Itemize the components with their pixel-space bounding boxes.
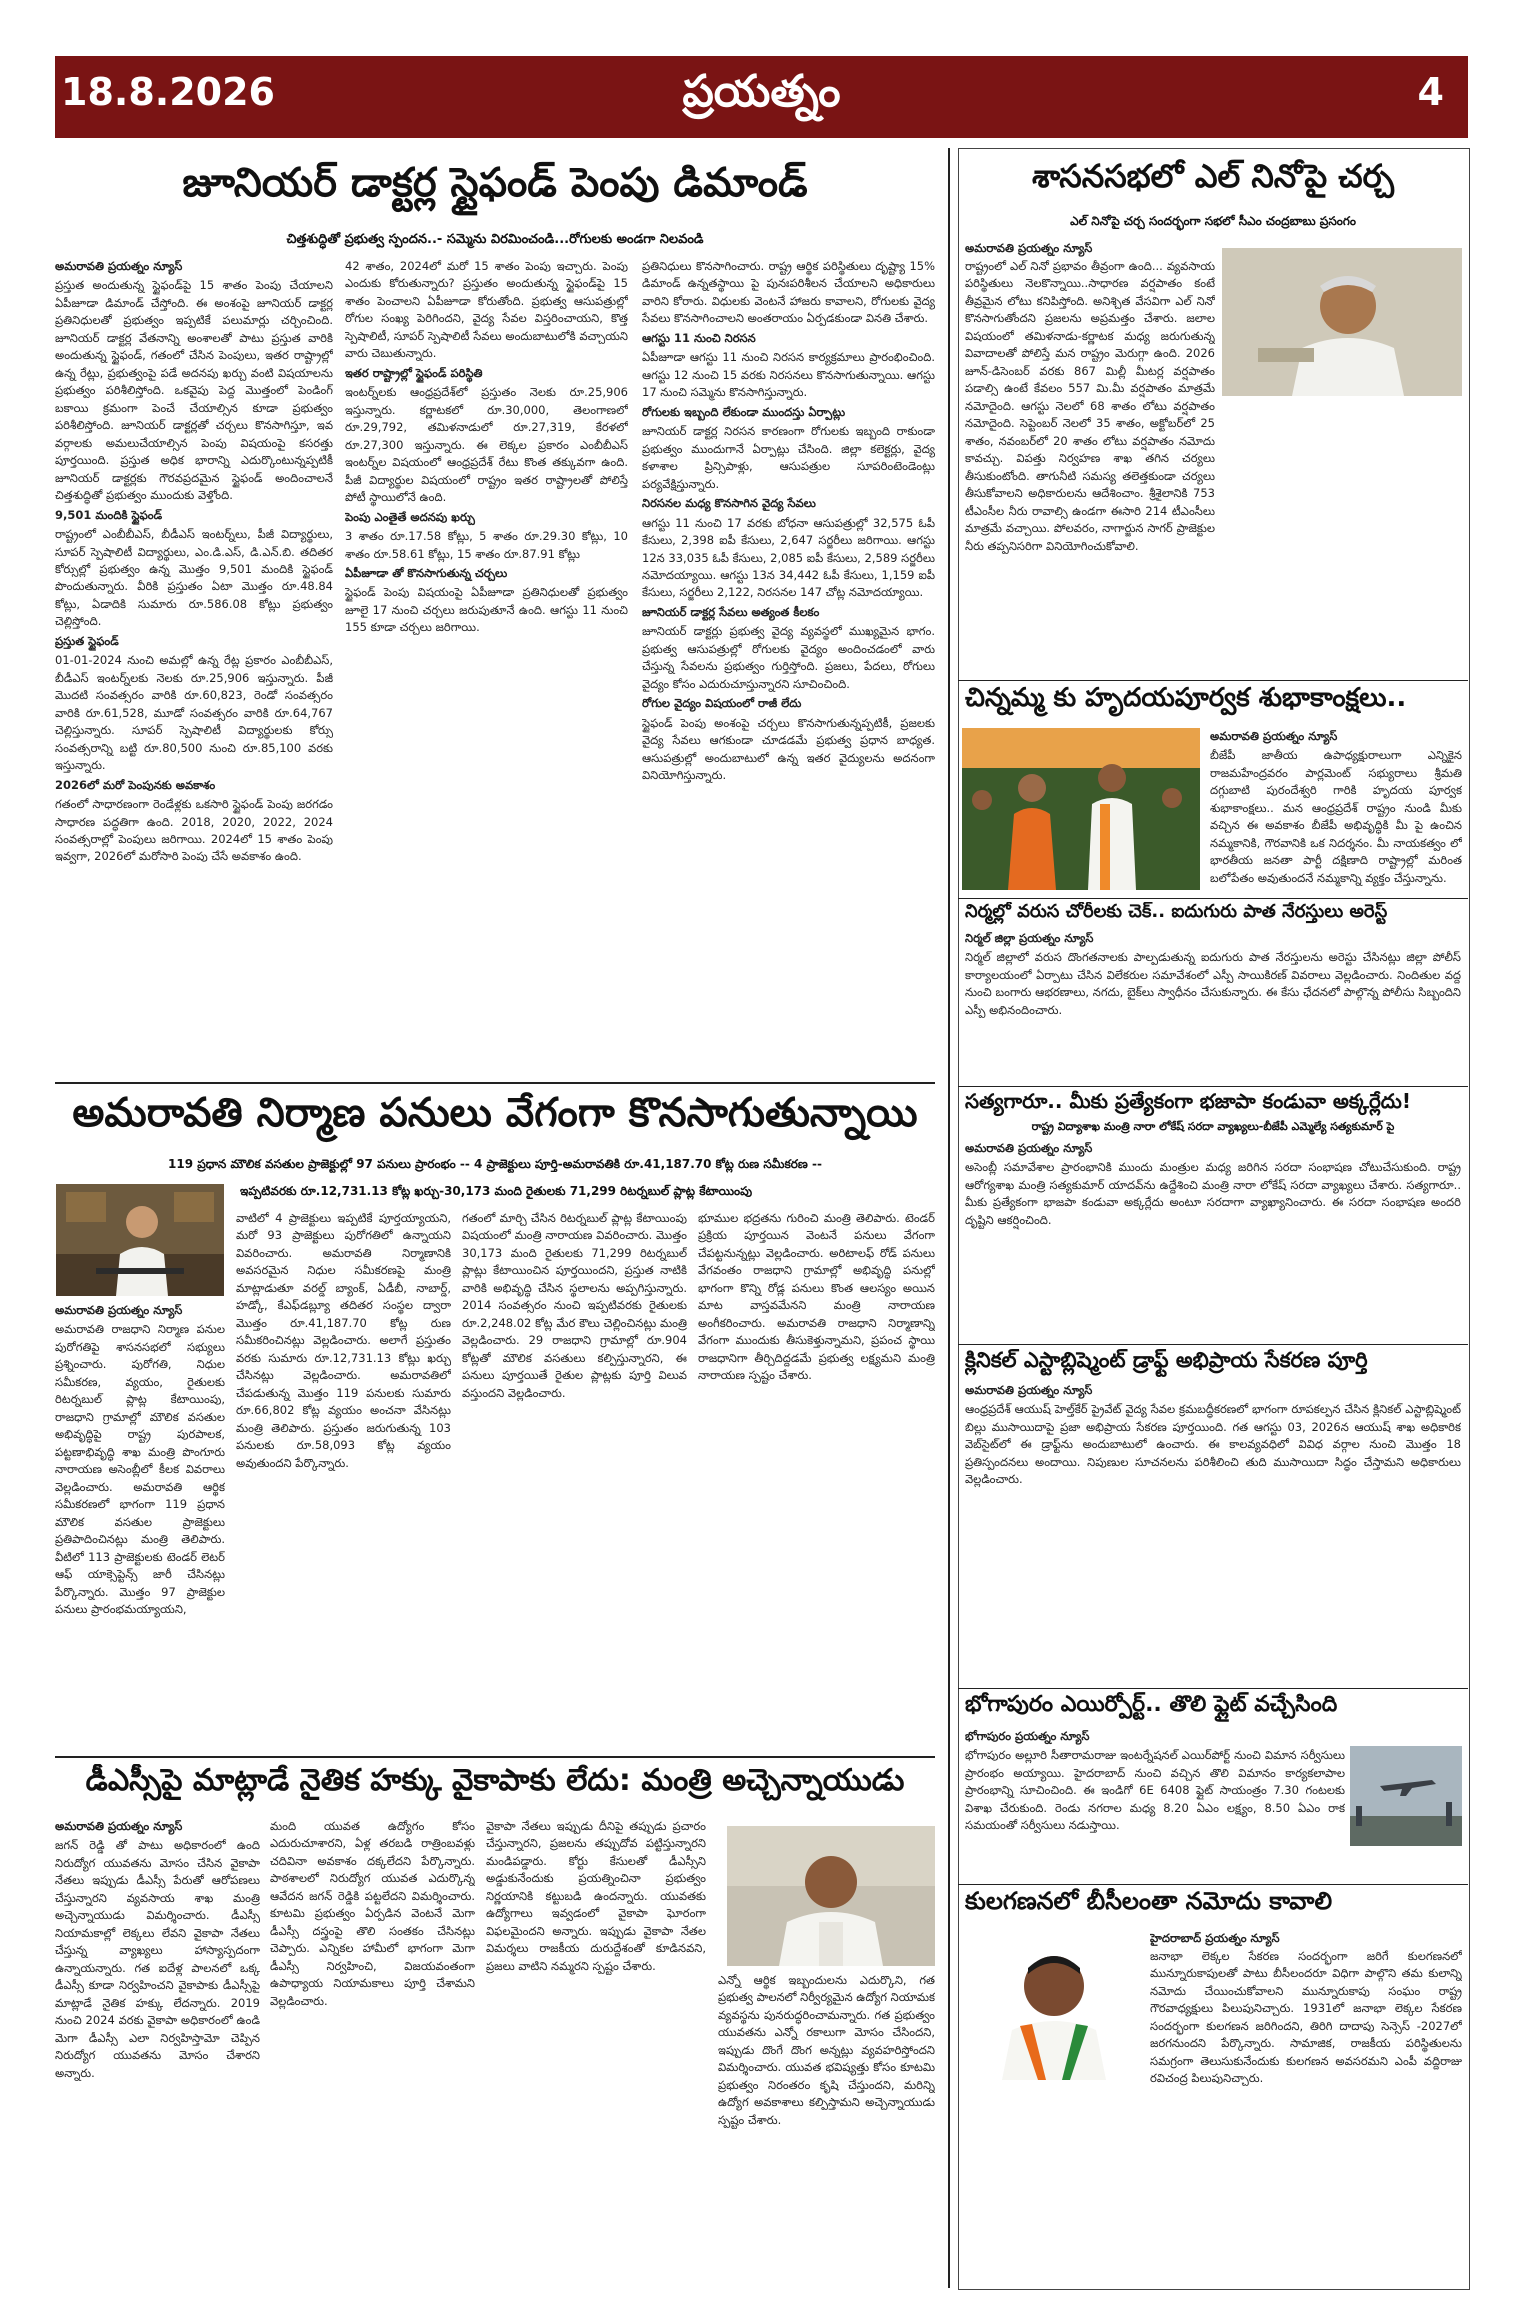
paragraph: 3 శాతం రూ.17.58 కోట్లు, 5 శాతం రూ.29.30 కోట్లు, 10 శాతం రూ.58.61 కోట్లు, 15 శాతం రూ.87.91 కోట్లు [345, 529, 628, 561]
paragraph: నిర్మల్ జిల్లాలో వరుస దొంగతనాలకు పాల్పడుతున్న ఐదుగురు పాత నేరస్తులను అరెస్టు చేసినట్లు జిల్లా పోలీస్ కార్యాలయంలో ఏర్పాటు చేసిన విలేకరుల సమావేశంలో ఎస్పీ సాయికిరణ్ వివరాలు వెల్లడించారు. నిందితుల వద్ద నుంచి బంగారు ఆభరణాలు, నగదు, బైక్‌లు స్వాధీనం చేసుకున్నారు. ఈ కేసు ఛేదనలో పాల్గొన్న పోలీసు సిబ్బందిని ఎస్పీ అభినందించారు. [965, 950, 1461, 1017]
section-heading: రోగులకు ఇబ్బంది లేకుండా ముందస్తు ఏర్పాట్లు [642, 404, 846, 419]
paragraph: ఏపీజూడా ఆగస్టు 11 నుంచి నిరసన కార్యక్రమాలు ప్రారంభించింది. ఆగస్టు 12 నుంచి 15 వరకు నిరసనలు కొనసాగుతున్నాయి. ఆగస్టు 17 నుంచి సమ్మెను కొనసాగిస్తున్నారు. [642, 350, 935, 400]
article-column [55, 258, 333, 1078]
mp-vaddiraju-photo [962, 1930, 1142, 2080]
article-junior-doctors-subheadline [55, 232, 935, 254]
headline: చిన్నమ్మ కు హృదయపూర్వక శుభాకాంక్షలు.. [965, 684, 1407, 713]
paragraph: జూనియర్ డాక్టర్ల నిరసన కారణంగా రోగులకు ఇబ్బంది రాకుండా ప్రభుత్వం ముందుగానే ఏర్పాట్లు చేసింది. జిల్లా కలెక్టర్లు, వైద్య కళాశాల ప్రిన్సిపాళ్లు, ఆసుపత్రుల సూపరింటెండెంట్లు పర్యవేక్షిస్తున్నారు. [642, 424, 935, 491]
article-el-nino-subheadline [965, 214, 1461, 234]
paragraph: గతంలో సాధారణంగా రెండేళ్లకు ఒకసారి స్టైఫండ్ పెంపు జరగడం సాధారణ పద్ధతిగా ఉంది. 2018, 2020, 2022, 2024 సంవత్సరాల్లో పెంపులు జరిగాయి. 2024లో 15 శాతం పెంపు ఇవ్వగా, 2026లో మరోసారి పెంపు చేసే అవకాశం ఉంది. [55, 797, 333, 864]
dateline: అమరావతి ప్రయత్నం న్యూస్ [55, 1303, 183, 1317]
airport-plane-photo [1350, 1746, 1462, 1846]
section-heading: జూనియర్ డాక్టర్ల సేవలు అత్యంత కీలకం [642, 604, 820, 619]
article-column [965, 930, 1461, 1080]
newspaper-name: ప్రయత్నం [682, 66, 841, 117]
divider [958, 1344, 1468, 1345]
subheadline: 119 ప్రధాన మౌలిక వసతుల ప్రాజెక్టుల్లో 97 పనులు ప్రారంభం -- 4 ప్రాజెక్టులు పూర్తి-అమరావతికి రూ.41,187.70 కోట్ల రుణ సమీకరణ -- [168, 1157, 822, 1171]
paragraph: జగన్ రెడ్డి తో పాటు అధికారంలో ఉంది నిరుద్యోగ యువతను మోసం చేసిన వైకాపా నేతలు ఇప్పుడు డీఎస్సీ పేరుతో ఆరోపణలు చేస్తున్నారని వ్యవసాయ శాఖ మంత్రి అచ్చెన్నాయుడు విమర్శించారు. డీఎస్సీ నియామకాల్లో లెక్కలు లేవని వైకాపా నేతలు చేస్తున్న వ్యాఖ్యలు హాస్యాస్పదంగా ఉన్నాయన్నారు. గత ఐదేళ్ల పాలనలో ఒక్క డీఎస్సీ కూడా నిర్వహించని వైకాపాకు డీఎస్సీపై మాట్లాడే నైతిక హక్కు లేదన్నారు. 2019 నుంచి 2024 వరకు వైకాపా అధికారంలో ఉండి మెగా డీఎస్సీ ఎలా నిర్వహిస్తామో చెప్పిన నిరుద్యోగ యువతను మోసం చేశారని అన్నారు. [55, 1838, 260, 2080]
article-bhogapuram-headline [965, 1692, 1461, 1726]
paragraph: స్టైఫండ్ పెంపు విషయంపై ఏపీజూడా ప్రతినిధులతో ప్రభుత్వం జూలై 17 నుంచి చర్చలు జరుపుతూనే ఉంది. ఆగస్టు 11 నుంచి 155 కూడా చర్చలు జరిగాయి. [345, 585, 628, 635]
cm-chandrababu-photo [1222, 248, 1462, 396]
paragraph: అసెంబ్లీ సమావేశాల ప్రారంభానికి ముందు మంత్రుల మధ్య జరిగిన సరదా సంభాషణ చోటుచేసుకుంది. రాష్ట్ర ఆరోగ్యశాఖ మంత్రి సత్యకుమార్ యాదవ్‌ను ఉద్దేశించి మంత్రి నారా లోకేష్ సరదా వ్యాఖ్యలు చేశారు. సత్యగారూ.. మీకు ప్రత్యేకంగా భాజపా కండువా అక్కర్లేదు అంటూ సరదాగా వ్యాఖ్యానించారు. ఈ సరదా సంభాషణ అందరి దృష్టిని ఆకర్షించింది. [965, 1160, 1461, 1227]
paragraph: ప్రతినిధులు కొనసాగించారు. రాష్ట్ర ఆర్థిక పరిస్థితులు దృష్ట్యా 15% డిమాండ్ ఉన్నతస్థాయి పై పునఃపరిశీలన చేయాలని అధికారులు వారిని కోరారు. విధులకు వెంటనే హాజరు కావాలని, రోగులకు వైద్య సేవలు కొనసాగించాలని అంతరాయం ఏర్పడకుండా వినతి చేశారు. [642, 259, 935, 326]
divider [55, 1082, 935, 1084]
dateline: అమరావతి ప్రయత్నం న్యూస్ [965, 1141, 1093, 1155]
dateline: నిర్మల్ జిల్లా ప్రయత్నం న్యూస్ [965, 931, 1094, 945]
article-column [965, 258, 1215, 678]
section-heading: ఆగస్టు 11 నుంచి నిరసన [642, 330, 756, 345]
paragraph: 42 శాతం, 2024లో మరో 15 శాతం పెంపు ఇచ్చారు. పెంపు ఎందుకు కోరుతున్నారు? ప్రస్తుతం అందుతున్న స్టైఫండ్‌పై 15 శాతం పెంచాలని ఏపీజూడా కోరుతోంది. ప్రభుత్వ ఆసుపత్రుల్లో రోగుల సంఖ్య పెరిగిందని, వైద్య సేవల విస్తరించాయని, కొత్త స్పెషాలిటీ, సూపర్ స్పెషాలిటీ సేవలు అందుబాటులోకి వచ్చాయని వారు చెబుతున్నారు. [345, 259, 628, 361]
article-column [55, 1818, 260, 2283]
paragraph: వైకాపా నేతలు ఇప్పుడు దీనిపై తప్పుడు ప్రచారం చేస్తున్నారని, ప్రజలను తప్పుదోవ పట్టిస్తున్నారని మండిపడ్డారు. కోర్టు కేసులతో డీఎస్సీని అడ్డుకునేందుకు ప్రయత్నించినా ప్రభుత్వం నిర్ణయానికి కట్టుబడి ఉందన్నారు. యువతకు ఉద్యోగాలు ఇవ్వడంలో వైకాపా ఘోరంగా విఫలమైందని అన్నారు. ఇప్పుడు వైకాపా నేతల విమర్శలు రాజకీయ దురుద్దేశంతో కూడినవని, ప్రజలు వాటిని నమ్మరని స్పష్టం చేశారు. [486, 1819, 706, 1973]
article-column [55, 1302, 225, 1752]
article-column [698, 1210, 935, 1752]
article-column [270, 1818, 475, 2283]
paragraph: అమరావతి రాజధాని నిర్మాణ పనుల పురోగతిపై శాసనసభలో సభ్యులు ప్రశ్నించారు. పురోగతి, నిధుల సమీకరణ, వ్యయం, రైతులకు రిటర్నబుల్ ప్లాట్ల కేటాయింపు, రాజధాని గ్రామాల్లో మౌలిక వసతుల అభివృద్ధిపై రాష్ట్ర పురపాలక, పట్టణాభివృద్ధి శాఖ మంత్రి పొంగూరు నారాయణ అసెంబ్లీలో కీలక వివరాలు వెల్లడించారు. అమరావతి ఆర్థిక సమీకరణలో భాగంగా 119 ప్రధాన మౌలిక వసతుల ప్రాజెక్టులు ప్రతిపాదించినట్లు మంత్రి తెలిపారు. వీటిలో 113 ప్రాజెక్టులకు టెండర్ లెటర్ ఆఫ్ యాక్సెప్టెన్స్ జారీ చేసినట్లు పేర్కొన్నారు. మొత్తం 97 ప్రాజెక్టుల పనులు ప్రారంభమయ్యాయని, [55, 1322, 225, 1616]
paragraph: 01-01-2024 నుంచి అమల్లో ఉన్న రేట్ల ప్రకారం ఎంబీబీఎస్, బీడీఎస్ ఇంటర్న్‌లకు నెలకు రూ.25,906 ఇస్తున్నారు. పీజీ మొదటి సంవత్సరం వారికి రూ.60,823, రెండో సంవత్సరం వారికి రూ.61,528, మూడో సంవత్సరం వారికి రూ.64,767 చెల్లిస్తున్నారు. సూపర్ స్పెషాలిటీ విద్యార్థులకు కోర్సు సంవత్సరాన్ని బట్టి రూ.80,500 నుంచి రూ.85,100 వరకు ఇస్తున్నారు. [55, 653, 333, 773]
headline: నిర్మల్లో వరుస చోరీలకు చెక్.. ఐదుగురు పాత నేరస్తులు అరెస్ట్ [965, 902, 1388, 922]
dateline: అమరావతి ప్రయత్నం న్యూస్ [965, 1383, 1093, 1397]
article-nirmal-theft-headline [965, 902, 1461, 932]
article-column [642, 258, 935, 1078]
section-heading: రోగుల వైద్యం విషయంలో రాజీ లేదు [642, 696, 802, 711]
article-junior-doctors-headline [55, 160, 935, 216]
paragraph: ఆంధ్రప్రదేశ్ ఆయుష్ హెల్త్‌కేర్ ప్రైవేట్ వైద్య సేవల క్రమబద్ధీకరణలో భాగంగా రూపకల్పన చేసిన క్లినికల్ ఎస్టాబ్లిష్మెంట్ బిల్లు ముసాయిదాపై ప్రజా అభిప్రాయ సేకరణ పూర్తయింది. గత ఆగస్టు 03, 2026న ఆయుష్ శాఖ అధికారిక వెబ్‌సైట్‌లో ఈ డ్రాఫ్ట్‌ను అందుబాటులో ఉంచారు. ఈ కాలవ్యవధిలో వివిధ వర్గాల నుంచి మొత్తం 18 ప్రతిస్పందనలు అందాయి. నిపుణుల సూచనలను పరిశీలించి తుది ముసాయిదా సిద్ధం చేస్తామని అధికారులు వెల్లడించారు. [965, 1402, 1461, 1487]
minister-narayana-photo [56, 1184, 224, 1296]
dateline: భోగాపురం ప్రయత్నం న్యూస్ [965, 1729, 1090, 1743]
article-column [965, 1728, 1345, 1878]
article-column [1150, 1948, 1462, 2284]
article-amaravati-sub2 [240, 1184, 935, 1204]
article-el-nino-headline [965, 158, 1461, 208]
section-heading: 2026లో మరో పెంపునకు అవకాశం [55, 777, 216, 792]
headline: జూనియర్ డాక్టర్ల స్టైఫండ్ పెంపు డిమాండ్ [182, 160, 808, 206]
article-caste-census-headline [965, 1888, 1461, 1922]
page-number: 4 [1417, 70, 1444, 114]
subheadline: రాష్ట్ర విద్యాశాఖ మంత్రి నారా లోకేష్ సరదా వ్యాఖ్యలు-బీజేపీ ఎమ్మెల్యే సత్యకుమార్ పై [1031, 1120, 1395, 1133]
article-amaravati-headline [55, 1090, 935, 1150]
divider [958, 898, 1468, 899]
article-column [718, 1972, 935, 2283]
column-divider [948, 148, 950, 2288]
minister-atchannaidu-photo [727, 1826, 935, 1966]
article-column [345, 258, 628, 1078]
section-heading: ప్రస్తుత స్టైఫండ్ [55, 633, 119, 648]
subheadline: ఇప్పటివరకు రూ.12,731.13 కోట్ల ఖర్చు-30,173 మంది రైతులకు 71,299 రిటర్నబుల్ ప్లాట్ల కేటాయింపు [240, 1184, 753, 1198]
dateline: హైదరాబాద్ ప్రయత్నం న్యూస్ [1150, 1931, 1280, 1945]
paragraph: వాటిలో 4 ప్రాజెక్టులు ఇప్పటికే పూర్తయ్యాయని, మరో 93 ప్రాజెక్టులు పురోగతిలో ఉన్నాయని వివరించారు. అమరావతి నిర్మాణానికి అవసరమైన నిధుల సమీకరణపై మంత్రి మాట్లాడుతూ వరల్డ్ బ్యాంక్, ఏడీబీ, నాబార్డ్, హడ్కో, కేఎఫ్‌డబ్ల్యూ తదితర సంస్థల ద్వారా మొత్తం రూ.41,187.70 కోట్ల రుణ సమీకరించినట్లు వెల్లడించారు. అలాగే ప్రస్తుతం వరకు సుమారు రూ.12,731.13 కోట్లు ఖర్చు చేసినట్లు వెల్లడించారు. అమరావతిలో చేపడుతున్న మొత్తం 119 పనులకు సుమారు రూ.66,802 కోట్ల వ్యయం అంచనా వేసినట్లు మంత్రి తెలిపారు. ప్రస్తుతం జరుగుతున్న 103 పనులకు రూ.58,093 కోట్ల వ్యయం అవుతుందని పేర్కొన్నారు. [236, 1211, 451, 1470]
section-heading: ఏపీజూడా తో కొనసాగుతున్న చర్చలు [345, 565, 508, 580]
divider [958, 1688, 1468, 1689]
dateline: అమరావతి ప్రయత్నం న్యూస్ [1210, 729, 1338, 743]
article-satya-headline [965, 1090, 1461, 1120]
paragraph: ఎన్నో ఆర్థిక ఇబ్బందులను ఎదుర్కొని, గత ప్రభుత్వ పాలనలో నిర్వీర్యమైన ఉద్యోగ నియామక వ్యవస్థను పునరుద్ధరించామన్నారు. గత ప్రభుత్వం యువతను ఎన్నో రకాలుగా మోసం చేసిందని, ఇప్పుడు దొంగే దొంగ అన్నట్లు వ్యవహరిస్తోందని విమర్శించారు. యువత భవిష్యత్తు కోసం కూటమి ప్రభుత్వం నిరంతరం కృషి చేస్తుందని, మరిన్ని ఉద్యోగ అవకాశాలు కల్పిస్తామని అచ్చెన్నాయుడు స్పష్టం చేశారు. [718, 1973, 935, 2127]
issue-date: 18.8.2026 [61, 70, 275, 114]
headline: సత్యగారూ.. మీకు ప్రత్యేకంగా భజాపా కండువా అక్కర్లేదు! [965, 1090, 1411, 1113]
masthead [55, 56, 1468, 138]
divider [958, 1884, 1468, 1885]
dateline: అమరావతి ప్రయత్నం న్యూస్ [55, 1819, 183, 1833]
section-heading: 9,501 మందికి స్టైఫండ్ [55, 507, 163, 522]
headline: శాసనసభలో ఎల్ నినోపై చర్చ [1032, 158, 1394, 195]
paragraph: భోగాపురం అల్లూరి సీతారామరాజు ఇంటర్నేషనల్ ఎయిర్‌పోర్ట్ నుంచి విమాన సర్వీసులు ప్రారంభం అయ్యాయి. హైదరాబాద్ నుంచి వచ్చిన తొలి విమానం కార్యకలాపాల ప్రారంభాన్ని సూచించింది. ఈ ఇండిగో 6E 6408 ఫ్లైట్ సాయంత్రం 7.30 గంటలకు విశాఖ చేరుకుంది. రెండు నగరాల మధ్య 8.20 ఏఎం లక్ష్యం, 8.50 ఏఎం రాక సమయంతో సర్వీసులు నడుస్తాయి. [965, 1748, 1345, 1833]
section-heading: నిరసనల మధ్య కొనసాగిన వైద్య సేవలు [642, 496, 816, 511]
article-purandeswari-headline [965, 684, 1461, 724]
paragraph: బీజేపీ జాతీయ ఉపాధ్యక్షురాలుగా ఎన్నికైన రాజమహేంద్రవరం పార్లమెంట్ సభ్యురాలు శ్రీమతి దగ్గుబాటి పురందేశ్వరి గారికి హృదయ పూర్వక శుభాకాంక్షలు.. మన ఆంధ్రప్రదేశ్ రాష్ట్రం నుండి మీకు వచ్చిన ఈ అవకాశం బీజేపీ అభివృద్ధికి మీ పై ఉంచిన నమ్మకానికి, గౌరవానికి ఒక నిదర్శనం. మీ నాయకత్వం లో భారతీయ జనతా పార్టీ దక్షిణాది రాష్ట్రాల్లో మరింత బలోపేతం అవుతుందనే నమ్మకాన్ని వ్యక్తం చేస్తున్నాను. [1210, 748, 1462, 885]
divider [55, 1756, 935, 1758]
paragraph: జనాభా లెక్కల సేకరణ సందర్భంగా జరిగే కులగణనలో మున్నూరుకాపులతో పాటు బీసీలందరూ విధిగా పాల్గొని తమ కులాన్ని నమోదు చేయించుకోవాలని మున్నూరుకాపు సంఘం రాష్ట్ర గౌరవాధ్యక్షులు పిలుపునిచ్చారు. 1931లో జనాభా లెక్కల సేకరణ సందర్భంగా కులగణన జరిగిందని, తిరిగి దాదాపు సెన్సెస్ -2027లో జరగనుందని పేర్కొన్నారు. సామాజిక, రాజకీయ పరిస్థితులను సమగ్రంగా తెలుసుకునేందుకు కులగణన అవసరమని ఎంపీ వద్దిరాజు రవిచంద్ర పిలుపునిచ్చారు. [1150, 1949, 1462, 2086]
paragraph: జూనియర్ డాక్టర్లు ప్రభుత్వ వైద్య వ్యవస్థలో ముఖ్యమైన భాగం. ప్రభుత్వ ఆసుపత్రుల్లో రోగులకు వైద్యం అందించడంలో వారు చేస్తున్న సేవలను ప్రభుత్వం గుర్తిస్తోంది. ప్రజలు, పేదలు, రోగులు వైద్యం కోసం ఎదురుచూస్తున్నారని సూచించింది. [642, 624, 935, 691]
article-column [236, 1210, 451, 1752]
headline: క్లినికల్ ఎస్టాబ్లిష్మెంట్ డ్రాఫ్ట్ అభిప్రాయ సేకరణ పూర్తి [965, 1348, 1368, 1372]
article-column [486, 1818, 706, 2283]
paragraph: మంది యువత ఉద్యోగం కోసం ఎదురుచూశారని, ఏళ్ల తరబడి రాత్రింబవళ్లు చదివినా అవకాశం దక్కలేదని పేర్కొన్నారు. పాఠశాలలో నిరుద్యోగ యువత ఎదుర్కొన్న ఆవేదన జగన్ రెడ్డికి పట్టలేదని విమర్శించారు. కూటమి ప్రభుత్వం ఏర్పడిన వెంటనే మెగా డీఎస్సీ దస్త్రంపై తొలి సంతకం చేసినట్లు చెప్పారు. ఎన్నికల హామీలో భాగంగా మెగా డీఎస్సీ నిర్వహించి, విజయవంతంగా ఉపాధ్యాయ నియామకాలు పూర్తి చేశామని వెల్లడించారు. [270, 1819, 475, 2008]
dateline: అమరావతి ప్రయత్నం న్యూస్ [965, 241, 1093, 255]
subheadline: ఎల్ నినోపై చర్చ సందర్భంగా సభలో సీఎం చంద్రబాబు ప్రసంగం [1070, 214, 1356, 228]
article-satya-subheadline [965, 1120, 1461, 1138]
headline: అమరావతి నిర్మాణ పనులు వేగంగా కొనసాగుతున్నాయి [72, 1090, 918, 1136]
divider [958, 1086, 1468, 1087]
article-column [462, 1210, 687, 1752]
headline: భోగాపురం ఎయిర్పోర్ట్.. తొలి ఫ్లైట్ వచ్చేసింది [965, 1692, 1338, 1717]
paragraph: ప్రస్తుత అందుతున్న స్టైఫండ్‌పై 15 శాతం పెంపు చేయాలని ఏపీజూడా డిమాండ్ చేస్తోంది. ఈ అంశంపై జూనియర్ డాక్టర్ల ప్రతినిధులతో ప్రభుత్వం ఇప్పటికే పలుమార్లు చర్చించింది. జూనియర్ డాక్టర్ల వేతనాన్ని అంశాలతో పాటు ప్రస్తుత వారికి అందుతున్న స్టైఫండ్, గతంలో చేసిన పెంపులు, ఇతర రాష్ట్రాల్లో ఉన్న రేట్లు, ప్రభుత్వంపై పడే అదనపు ఖర్చు వంటి విషయాలను ప్రభుత్వం పరిశీలిస్తోంది. ఒకవైపు పెద్ద మొత్తంలో పెండింగ్ బకాయి క్రమంగా పెంచే చేయాల్సిన కూడా ప్రభుత్వం పరిశీలిస్తోంది. జూనియర్ డాక్టర్లతో చర్చలు కొనసాగిస్తూ, ఇవ వర్గాలకు అమలుచేయాల్సిన పెంపు విషయంపై కసరత్తు పూర్తయింది. ప్రస్తుత అధిక భారాన్ని ఎదుర్కొంటున్నప్పటికీ జూనియర్ డాక్టర్లకు గౌరవప్రదమైన స్టైఫండ్ అందించాలనే చిత్తశుద్ధితో ప్రభుత్వం ముందుకు వెళ్తోంది. [55, 278, 333, 503]
article-column [1210, 728, 1462, 893]
section-heading: పెంపు ఎంతైతే అదనపు ఖర్చు [345, 509, 475, 524]
article-column [965, 1382, 1461, 1682]
paragraph: గతంలో మార్చి చేసిన రిటర్నబుల్ ప్లాట్ల కేటాయింపు విషయంలో మంత్రి నారాయణ వివరించారు. మొత్తం 30,173 మంది రైతులకు 71,299 రిటర్నబుల్ ప్లాట్లు కేటాయించిన పూర్తయిందని, ప్రస్తుత నాటికి వారికి అభివృద్ధి చేసిన స్థలాలను అప్పగిస్తున్నారు. 2014 సంవత్సరం నుంచి ఇప్పటివరకు రైతులకు రూ.2,248.02 కోట్ల మేర కౌలు చెల్లించినట్లు మంత్రి వెల్లడించారు. 29 రాజధాని గ్రామాల్లో రూ.904 కోట్లతో మౌలిక వసతులు కల్పిస్తున్నారని, ఈ పనులు పూర్తయితే రైతుల ప్లాట్లకు పూర్తి విలువ వస్తుందని వెల్లడించారు. [462, 1211, 687, 1400]
article-dsc-headline [55, 1764, 935, 1810]
paragraph: ఇంటర్న్‌లకు ఆంధ్రప్రదేశ్‌లో ప్రస్తుతం నెలకు రూ.25,906 ఇస్తున్నారు. కర్ణాటకలో రూ.30,000, తెలంగాణలో రూ.29,792, తమిళనాడులో రూ.27,319, కేరళలో రూ.27,300 ఇస్తున్నారు. ఈ లెక్కల ప్రకారం ఎంబీబీఎస్ ఇంటర్న్‌ల విషయంలో ఆంధ్రప్రదేశ్ రేటు కొంత తక్కువగా ఉంది. పీజీ విద్యార్థుల విషయంలో రాష్ట్రం ఇతర రాష్ట్రాలతో పోలిస్తే పోటీ స్థాయిలోనే ఉంది. [345, 385, 628, 505]
paragraph: స్టైఫండ్ పెంపు అంశంపై చర్చలు కొనసాగుతున్నప్పటికీ, ప్రజలకు వైద్య సేవలు ఆగకుండా చూడడమే ప్రభుత్వ ప్రధాన బాధ్యత. ఆసుపత్రుల్లో అందుబాటులో ఉన్న ఇతర వైద్యులను అదనంగా వినియోగిస్తున్నారు. [642, 715, 935, 783]
paragraph: రాష్ట్రంలో ఎల్ నినో ప్రభావం తీవ్రంగా ఉంది... వ్యవసాయ పరిస్థితులు నెలకొన్నాయి..సాధారణ వర్షపాతం కంటే తీవ్రమైన లోటు కనిపిస్తోంది. అనిశ్చిత వేసవిగా ఎల్ నినో కొనసాగుతోందని ప్రజలను అప్రమత్తం చేశారు. జలాల విషయంలో తమిళనాడు-కర్ణాటక మధ్య జరుగుతున్న వివాదాలతో పోలిస్తే మన రాష్ట్రం మెరుగ్గా ఉంది. 2026 జూన్-డిసెంబర్ వరకు 867 మిల్లీ మీటర్ల వర్షపాతం పడాల్సి ఉంటే కేవలం 557 మి.మీ వర్షపాతం మాత్రమే నమోదైంది. ఆగస్టు నెలలో 68 శాతం లోటు వర్షపాతం నమోదైంది. సెప్టెంబర్ నెలలో 35 శాతం, అక్టోబర్‌లో 25 శాతం, నవంబర్‌లో 20 శాతం లోటు వర్షపాతం నమోదు కావచ్చు. విపత్తు నిర్వహణ శాఖ తగిన చర్యలు తీసుకుంటోంది. తాగునీటి సమస్య తలెత్తకుండా చర్యలు తీసుకోవాలని అధికారులను ఆదేశించాం. శ్రీశైలానికి 753 టీఎంసీల నీరు రావాల్సి ఉండగా ఈసారి 214 టీఎంసీలు మాత్రమే వచ్చాయి. పోలవరం, నాగార్జున సాగర్ ప్రాజెక్టుల నీరు తప్పనిసరిగా వినియోగించుకోవాలి. [965, 259, 1215, 553]
headline: డీఎస్సీపై మాట్లాడే నైతిక హక్కు వైకాపాకు లేదు: మంత్రి అచ్చెన్నాయుడు [85, 1764, 905, 1798]
article-amaravati-sub1 [55, 1157, 935, 1177]
paragraph: ఆగస్టు 11 నుంచి 17 వరకు బోధనా ఆసుపత్రుల్లో 32,575 ఓపీ కేసులు, 2,398 ఐపీ కేసులు, 2,647 సర్జరీలు జరిగాయి. ఆగస్టు 12న 33,035 ఓపీ కేసులు, 2,085 ఐపీ కేసులు, 2,589 సర్జరీలు నమోదయ్యాయి. ఆగస్టు 13న 34,442 ఓపీ కేసులు, 1,159 ఐపీ కేసులు, సర్జరీలు 2,122, నిరసనల 147 చోట్ల నమోదయ్యాయి. [642, 515, 935, 600]
paragraph: భూముల భద్రతను గురించి మంత్రి తెలిపారు. టెండర్ ప్రక్రియ పూర్తయిన వెంటనే పనులు వేగంగా చేపట్టనున్నట్లు వెల్లడించారు. అరిటాలఫ్ రోడ్ పనులు వేగవంతం రాజధాని గ్రామాల్లో అభివృద్ధి పనుల్లో భాగంగా కొన్ని రోడ్ల పనులు కొంత ఆలస్యం అయిన మాట వాస్తవమేనని మంత్రి నారాయణ అంగీకరించారు. అమరావతి రాజధాని నిర్మాణాన్ని వేగంగా ముందుకు తీసుకెళ్తున్నామని, ప్రపంచ స్థాయి రాజధానిగా తీర్చిదిద్దడమే ప్రభుత్వ లక్ష్యమని మంత్రి నారాయణ స్పష్టం చేశారు. [698, 1211, 935, 1383]
section-heading: ఇతర రాష్ట్రాల్లో స్టైఫండ్ పరిస్థితి [345, 365, 483, 380]
divider [958, 680, 1468, 681]
headline: కులగణనలో బీసీలంతా నమోదు కావాలి [965, 1888, 1333, 1915]
purandeswari-event-photo [962, 728, 1200, 890]
paragraph: రాష్ట్రంలో ఎంబీబీఎస్, బీడీఎస్ ఇంటర్న్‌లు, పీజీ విద్యార్థులు, సూపర్ స్పెషాలిటీ విద్యార్థులు, ఎం.డి.ఎస్, డి.ఎన్.బి. తదితర కోర్సుల్లో ప్రభుత్వం ఉన్న మొత్తం 9,501 మందికి స్టైఫండ్ పొందుతున్నారు. వీరికి ప్రస్తుతం ఏటా మొత్తం రూ.48.84 కోట్లు, ఏడాదికి సుమారు రూ.586.08 కోట్లు ప్రభుత్వం చెల్లిస్తోంది. [55, 527, 333, 629]
subheadline: చిత్తశుద్ధితో ప్రభుత్వ స్పందన..- సమ్మెను విరమించండి...రోగులకు అండగా నిలవండి [286, 232, 704, 247]
article-column [965, 1140, 1461, 1338]
dateline: అమరావతి ప్రయత్నం న్యూస్ [55, 259, 183, 273]
article-clinical-headline [965, 1348, 1461, 1382]
